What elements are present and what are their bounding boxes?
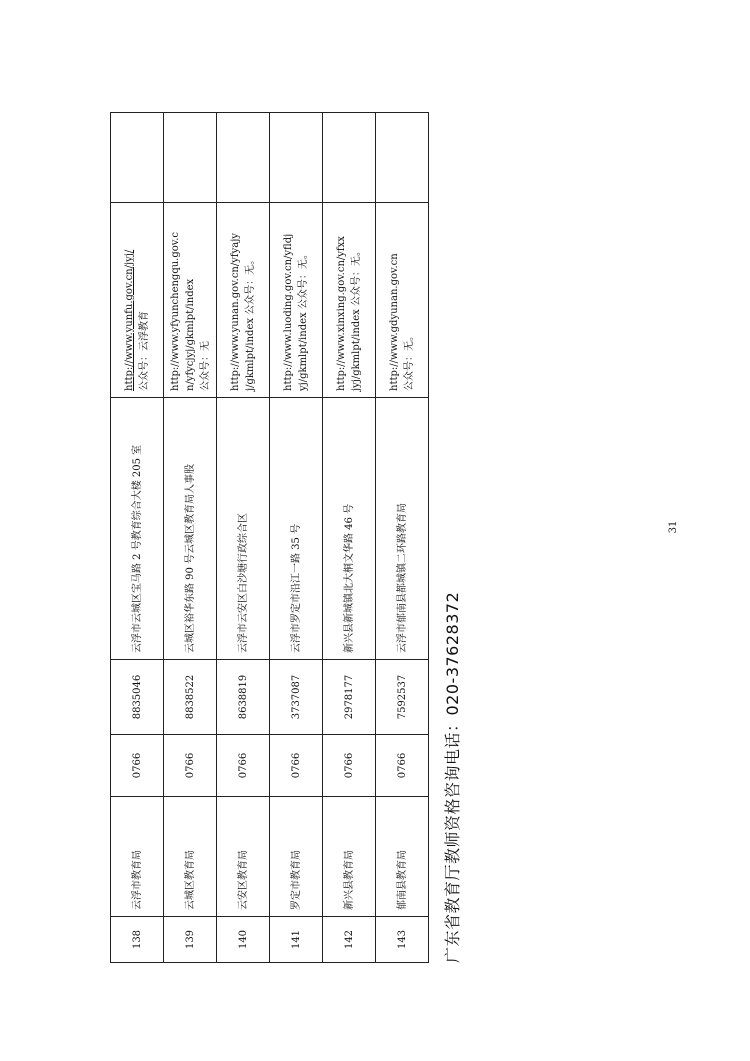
remarks-cell bbox=[164, 113, 217, 203]
website-line: 公众号：无。 bbox=[404, 331, 415, 391]
row-number-cell: 143 bbox=[376, 917, 429, 963]
website-line: yj/gkmlpt/index 公众号：无。 bbox=[298, 249, 309, 391]
area-code-cell: 0766 bbox=[376, 735, 429, 797]
address-cell: 云城区裕华东路 90 号云城区教育局人事股 bbox=[164, 398, 217, 660]
website-line: 公众号：云浮教育 bbox=[139, 311, 150, 391]
remarks-cell bbox=[270, 113, 323, 203]
row-number-cell: 140 bbox=[217, 917, 270, 963]
department-name-cell: 新兴县教育局 bbox=[323, 797, 376, 917]
phone-cell: 8638819 bbox=[217, 660, 270, 735]
website-link: http://www.gdyunan.gov.cn bbox=[389, 253, 400, 391]
address-cell: 云浮市郁南县都城镇二环路教育局 bbox=[376, 398, 429, 660]
table-row bbox=[217, 113, 270, 963]
area-code-cell: 0766 bbox=[164, 735, 217, 797]
row-number-cell: 141 bbox=[270, 917, 323, 963]
address-cell: 云浮市罗定市沿江一路 35 号 bbox=[270, 398, 323, 660]
website-cell bbox=[323, 203, 376, 398]
row-number-cell: 139 bbox=[164, 917, 217, 963]
table-row bbox=[164, 113, 217, 963]
table-row bbox=[323, 113, 376, 963]
website-link[interactable]: http://www.yunfu.gov.cn/jyj/ bbox=[124, 249, 135, 391]
website-link: http://www.luoding.gov.cn/yfldj bbox=[283, 233, 294, 391]
website-line: j/gkmlpt/index 公众号：无。 bbox=[245, 254, 256, 391]
table-row bbox=[270, 113, 323, 963]
website-line: 公众号：无 bbox=[199, 341, 211, 391]
table-row bbox=[376, 113, 429, 963]
phone-cell: 8835046 bbox=[111, 660, 164, 735]
department-name-cell: 云安区教育局 bbox=[217, 797, 270, 917]
department-name-cell: 云城区教育局 bbox=[164, 797, 217, 917]
website-cell bbox=[164, 203, 217, 398]
contact-table bbox=[110, 112, 429, 963]
area-code-cell: 0766 bbox=[217, 735, 270, 797]
remarks-cell bbox=[376, 113, 429, 203]
department-name-cell: 郁南县教育局 bbox=[376, 797, 429, 917]
address-cell: 新兴县新城镇北大桐文华路 46 号 bbox=[323, 398, 376, 660]
remarks-cell bbox=[111, 113, 164, 203]
phone-cell: 3737087 bbox=[270, 660, 323, 735]
table-row bbox=[111, 113, 164, 963]
phone-cell: 7592537 bbox=[376, 660, 429, 735]
address-cell: 云浮市云城区宝马路 2 号教育综合大楼 205 室 bbox=[111, 398, 164, 660]
area-code-cell: 0766 bbox=[270, 735, 323, 797]
website-link: http://www.yunan.gov.cn/yfyajy bbox=[230, 233, 241, 391]
website-line: n/yfycjyj/gkmlpt/index bbox=[184, 278, 196, 391]
website-line: jyj/gkmlpt/index 公众号：无。 bbox=[351, 246, 362, 391]
department-name-cell: 云浮市教育局 bbox=[111, 797, 164, 917]
phone-cell: 2978177 bbox=[323, 660, 376, 735]
department-name-cell: 罗定市教育局 bbox=[270, 797, 323, 917]
row-number-cell: 142 bbox=[323, 917, 376, 963]
page-number: 31 bbox=[668, 520, 679, 534]
rotated-page-content bbox=[110, 113, 475, 963]
website-cell bbox=[270, 203, 323, 398]
website-cell bbox=[376, 203, 429, 398]
remarks-cell bbox=[217, 113, 270, 203]
hotline-footer: 广东省教育厅教师资格咨询电话：020-37628372 bbox=[443, 591, 462, 963]
area-code-cell: 0766 bbox=[111, 735, 164, 797]
website-cell bbox=[217, 203, 270, 398]
website-link: http://www.xinxing.gov.cn/yfxx bbox=[336, 236, 347, 391]
row-number-cell: 138 bbox=[111, 917, 164, 963]
phone-cell: 8838522 bbox=[164, 660, 217, 735]
area-code-cell: 0766 bbox=[323, 735, 376, 797]
address-cell: 云浮市云安区白沙塘行政综合区 bbox=[217, 398, 270, 660]
remarks-cell bbox=[323, 113, 376, 203]
website-link: http://www.yfyunchengqu.gov.c bbox=[169, 231, 181, 391]
website-cell bbox=[111, 203, 164, 398]
